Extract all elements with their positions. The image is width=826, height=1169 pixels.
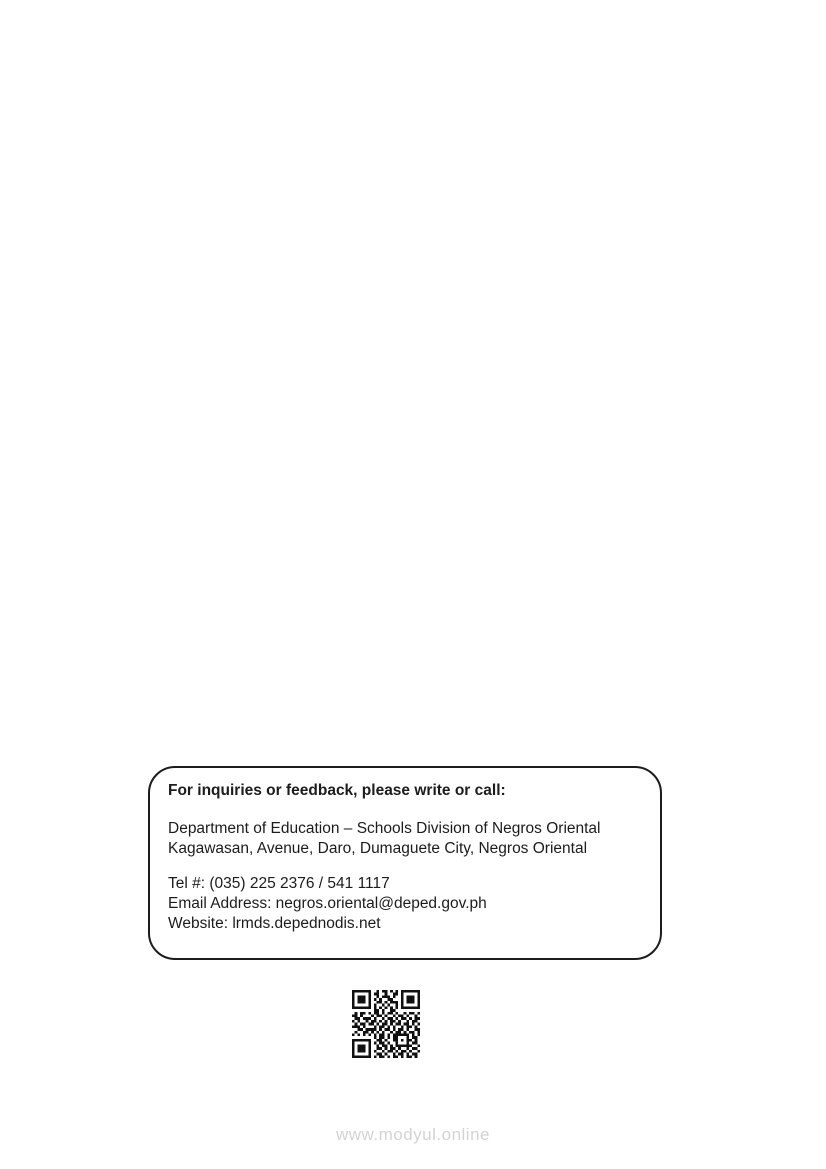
address-block — [168, 819, 642, 859]
contact-box-heading: For inquiries or feedback, please write or call: — [168, 782, 506, 799]
watermark-text: www.modyul.online — [335, 1125, 490, 1144]
contact-block — [168, 874, 642, 934]
address-line-2: Kagawasan, Avenue, Daro, Dumaguete City, Negros Oriental — [168, 840, 588, 857]
contact-info-box — [148, 766, 662, 960]
email-line: Email Address: negros.oriental@deped.gov.ph — [168, 895, 487, 912]
address-line-1: Department of Education – Schools Division of Negros Oriental — [168, 820, 601, 837]
qr-code-icon — [352, 990, 420, 1058]
website-line: Website: lrmds.depednodis.net — [168, 915, 381, 932]
telephone-line: Tel #: (035) 225 2376 / 541 1117 — [168, 875, 390, 892]
